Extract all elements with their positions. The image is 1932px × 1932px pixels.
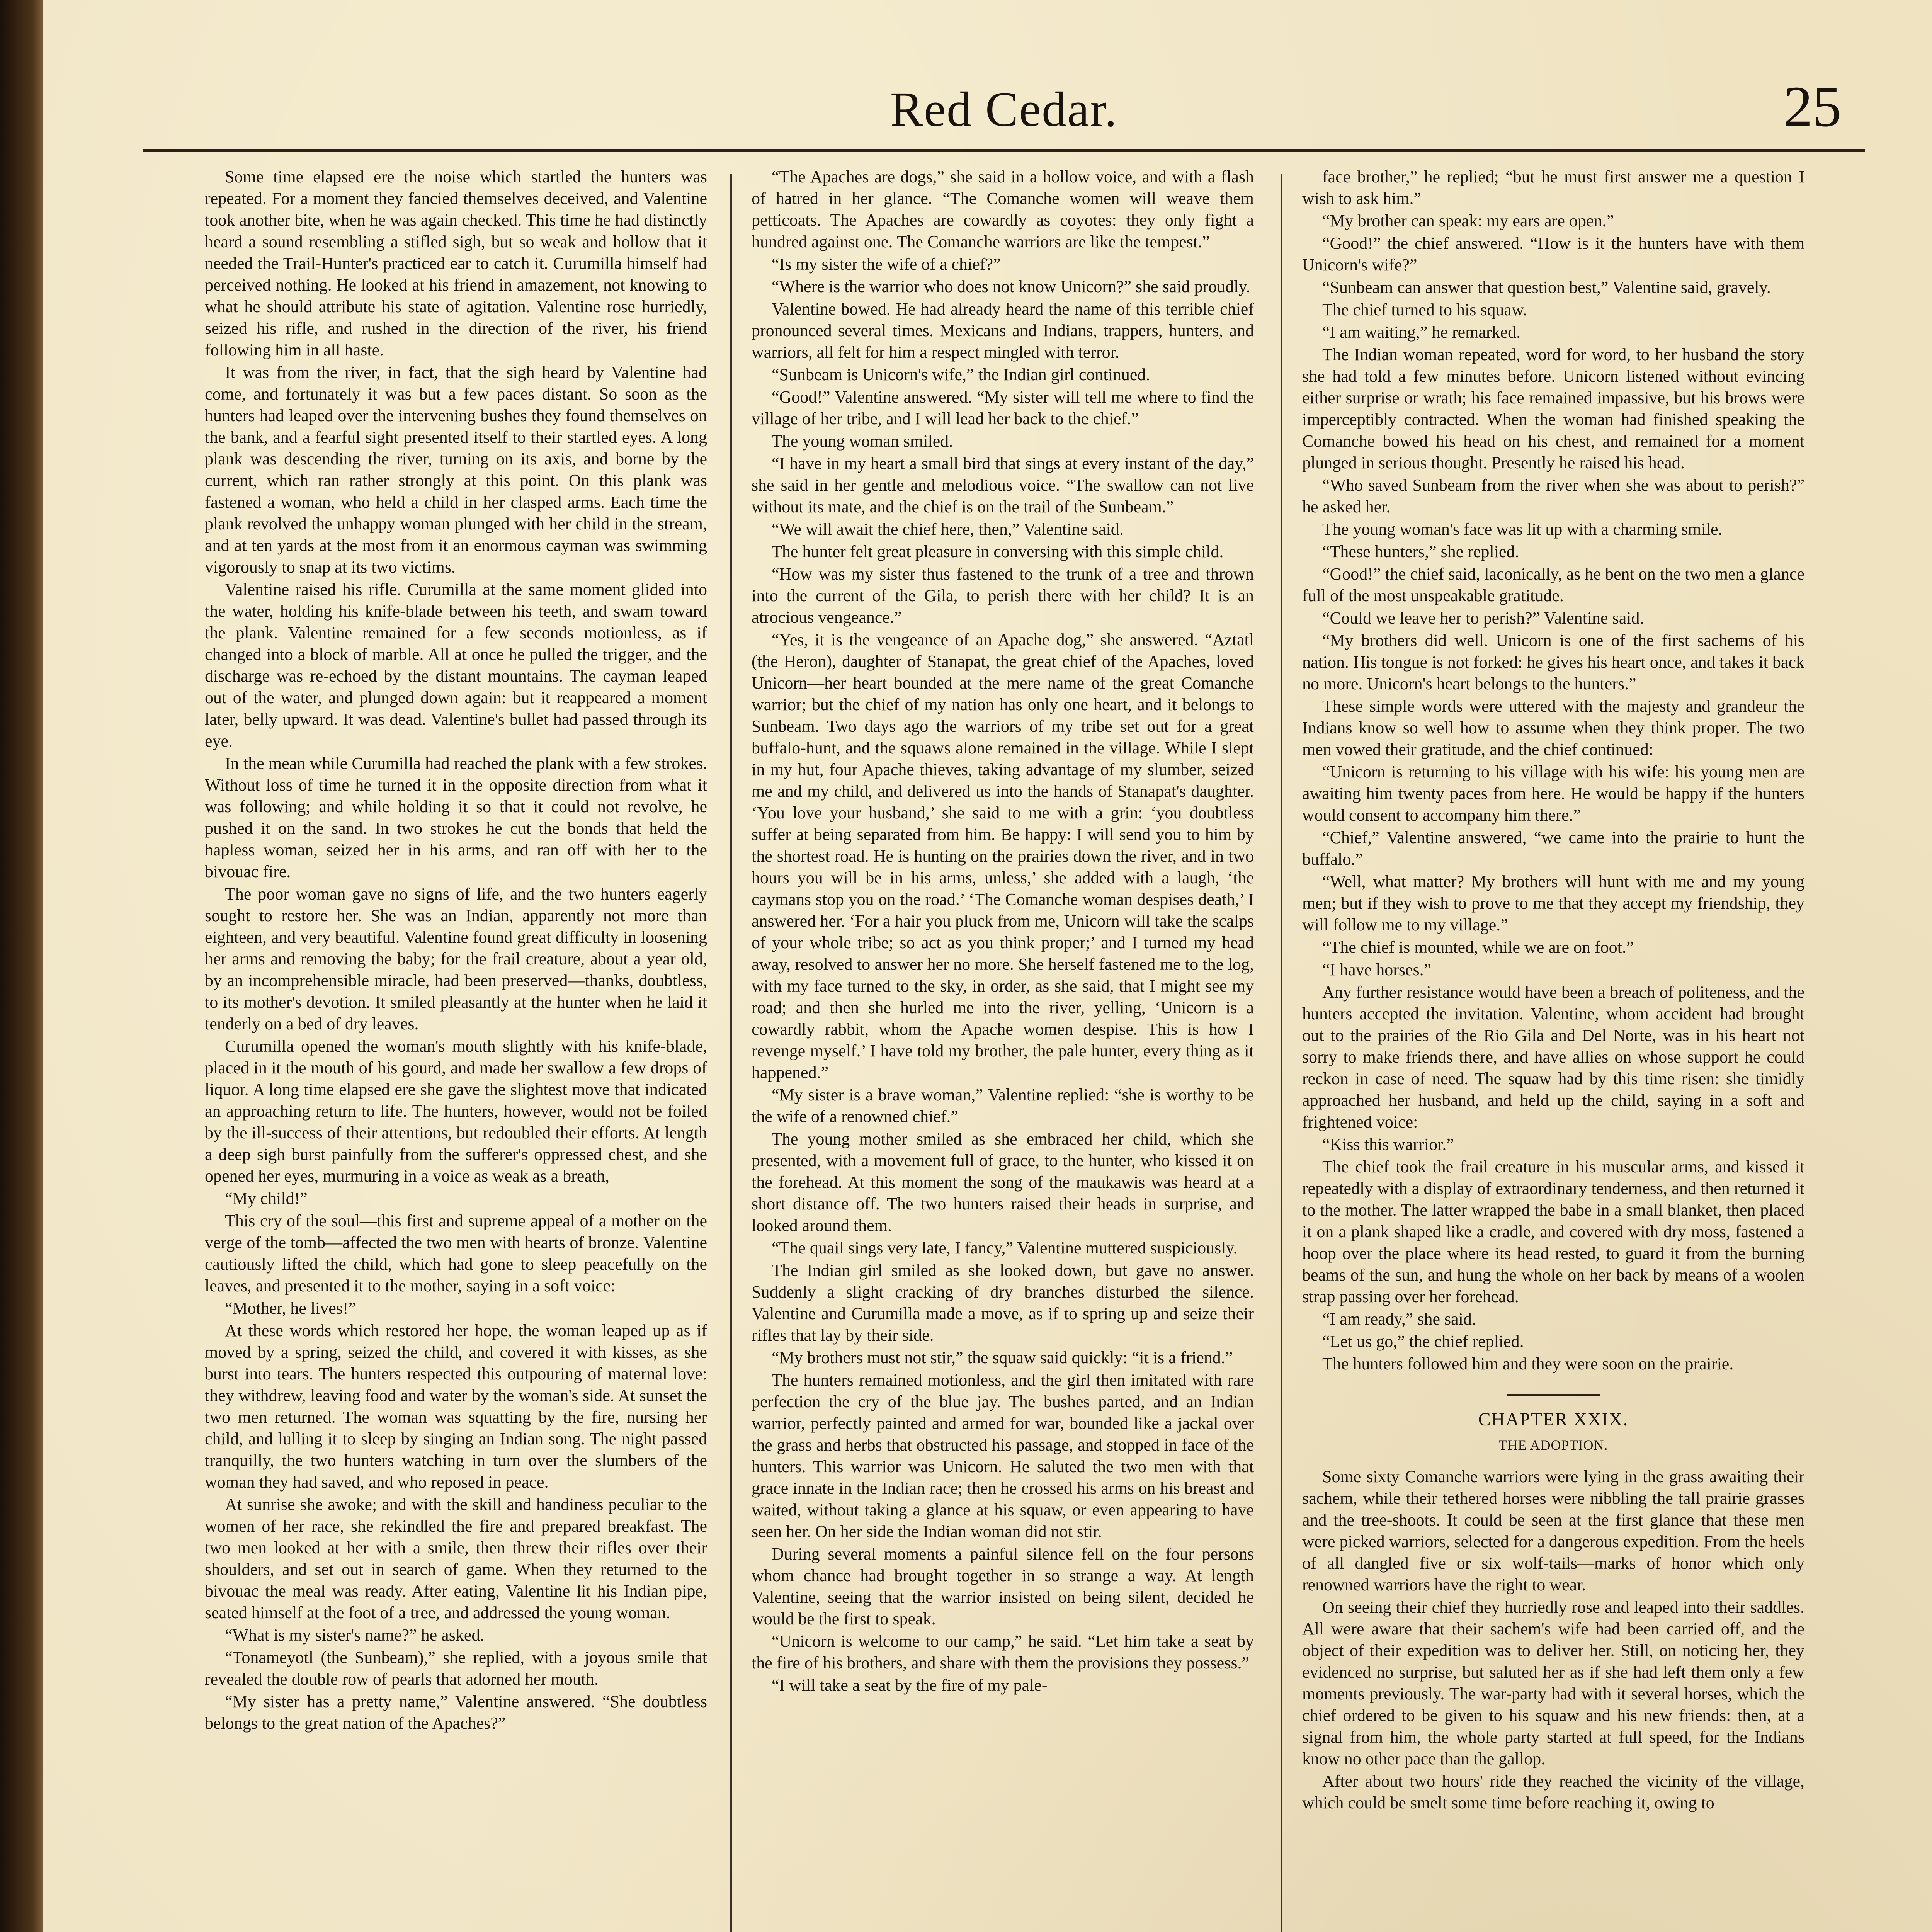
paragraph: “Let us go,” the chief replied. (1322, 1332, 1524, 1351)
paragraph: “My brothers must not stir,” the squaw said quickly: “it is a friend.” (772, 1348, 1233, 1367)
paragraph: The young mother smiled as she embraced her child, which she presented, with a movement full of grace, to the hunter, who kissed it on the forehead. At this moment the song of the maukawis was heard at a short distance off. The two hunters raised their heads in surprise, and looked around them. (752, 1129, 1254, 1235)
paragraph: “Where is the warrior who does not know Unicorn?” she said proudly. (772, 277, 1250, 296)
paragraph: “Well, what matter? My brothers will hunt with me and my young men; but if they wish to prove to me that they accept my friendship, they will follow me to my village.” (1302, 872, 1804, 934)
text-columns (205, 166, 1808, 1932)
paragraph: “Unicorn is welcome to our camp,” he said. “Let him take a seat by the fire of his brothers, and share with them the provisions they possess.” (752, 1632, 1254, 1672)
paragraph: Some sixty Comanche warriors were lying in the grass awaiting their sachem, while their tethered horses were nibbling the tall prairie grasses and the tree-shoots. It could be seen at the first glance that these men were picked warriors, selected for a dangerous expedition. From the heels of all dangled five or six wolf-tails—marks of honor which only renowned warriors have the right to wear. (1302, 1467, 1804, 1594)
paragraph: The hunter felt great pleasure in conversing with this simple child. (772, 542, 1224, 561)
paragraph: During several moments a painful silence fell on the four persons whom chance had brought together in so strange a way. At length Valentine, seeing that the warrior insisted on being silent, decided he would be the first to speak. (752, 1544, 1254, 1628)
paragraph: “My sister is a brave woman,” Valentine replied: “she is worthy to be the wife of a renowned chief.” (752, 1085, 1254, 1126)
paragraph: The hunters followed him and they were soon on the prairie. (1322, 1354, 1734, 1373)
paragraph: This cry of the soul—this first and supreme appeal of a mother on the verge of the tomb—affected the two men with hearts of bronze. Valentine cautiously lifted the child, which had gone to sleep peacefully on the leaves, and presented it to the mother, saying in a soft voice: (205, 1211, 707, 1295)
paragraph: Valentine raised his rifle. Curumilla at the same moment glided into the water, holding his knife-blade between his teeth, and swam toward the plank. Valentine remained for a few seconds motionless, as if changed into a block of marble. All at once he pulled the trigger, and the discharge was re-echoed by the distant mountains. The cayman leaped out of the water, and plunged down again: but it reappeared a moment later, belly upward. It was dead. Valentine's bullet had passed through its eye. (205, 580, 707, 750)
paragraph: “The Apaches are dogs,” she said in a hollow voice, and with a flash of hatred in her glance. “The Comanche women will weave them petticoats. The Apaches are cowardly as coyotes: they only fight a hundred against one. The Comanche warriors are like the tempest.” (752, 167, 1254, 251)
column-divider (730, 174, 732, 1932)
paragraph: “These hunters,” she replied. (1322, 542, 1519, 561)
paragraph: At these words which restored her hope, the woman leaped up as if moved by a spring, seized the child, and covered it with kisses, as she burst into tears. The hunters respected this outpouring of maternal love: they withdrew, leaving food and water by the woman's side. At sunset the two men returned. The woman was squatting by the fire, nursing her child, and lulling it to sleep by singing an Indian song. The night passed tranquilly, the two hunters watching in turn over the slumbers of the woman they had saved, and who reposed in peace. (205, 1321, 707, 1492)
column-2 (752, 166, 1254, 1932)
paragraph: “Yes, it is the vengeance of an Apache dog,” she answered. “Aztatl (the Heron), daughter of Stanapat, the great chief of the Apaches, loved Unicorn—her heart bounded at the mere name of the great Comanche warrior; but the chief of my nation has only one heart, and it belongs to Sunbeam. Two days ago the warriors of my tribe set out for a great buffalo-hunt, and the squaws alone remained in the village. While I slept in my hut, four Apache thieves, taking advantage of my slumber, seized me and my child, and delivered us into the hands of Stanapat's daughter. ‘You love your husband,’ she said to me with a grin: ‘you doubtless suffer at being separated from him. Be happy: I will send you to him by the shortest road. He is hunting on the prairies down the river, and in two hours you will be in his arms, unless,’ she added with a laugh, ‘the caymans stop you on the road.’ ‘The Comanche woman despises death,’ I answered her. ‘For a hair you pluck from me, Unicorn will take the scalps of your whole tribe; so act as you think proper;’ and I turned my head away, resolved to answer her no more. She herself fastened me to the log, with my face turned to the sky, in order, as she said, that I might see my road; and then she hurled me into the river, yelling, ‘Unicorn is a cowardly rabbit, whom the Apache women despise. This is how I revenge myself.’ I have told my brother, the pale hunter, every thing as it happened.” (752, 630, 1254, 1082)
paragraph: “My sister has a pretty name,” Valentine answered. “She doubtless belongs to the great nation of the Apaches?” (205, 1692, 707, 1733)
paragraph: “I have horses.” (1322, 960, 1432, 979)
paragraph: “Good!” Valentine answered. “My sister will tell me where to find the village of her tribe, and I will lead her back to the chief.” (752, 388, 1254, 428)
paragraph: The chief turned to his squaw. (1322, 300, 1527, 319)
paragraph: These simple words were uttered with the majesty and grandeur the Indians know so well how to assume when they think proper. The two men vowed their gratitude, and the chief continued: (1302, 697, 1804, 759)
paragraph: After about two hours' ride they reached the vicinity of the village, which could be smelt some time before reaching it, owing to (1302, 1772, 1804, 1812)
paragraph: The Indian woman repeated, word for word, to her husband the story she had told a few minutes before. Unicorn listened without evincing either surprise or wrath; his face remained impassive, but his brows were imperceptibly contracted. When the woman had finished speaking the Comanche bowed his head on his chest, and remained for a moment plunged in serious thought. Presently he raised his head. (1302, 345, 1804, 472)
paragraph: On seeing their chief they hurriedly rose and leaped into their saddles. All were aware that their sachem's wife had been carried off, and the object of their expedition was to deliver her. Still, on noticing her, they evidenced no surprise, but saluted her as if she had left them only a few moments previously. The war-party had with it several horses, which the chief ordered to be given to his squaw and his new friends: then, at a signal from him, the whole party started at full speed, for the Indians know no other pace than the gallop. (1302, 1598, 1804, 1768)
paragraph: Valentine bowed. He had already heard the name of this terrible chief pronounced several times. Mexicans and Indians, trappers, hunters, and warriors, all felt for him a respect mingled with terror. (752, 299, 1254, 362)
paragraph: “Chief,” Valentine answered, “we came into the prairie to hunt the buffalo.” (1302, 828, 1804, 869)
paragraph: “I will take a seat by the fire of my pale- (772, 1676, 1048, 1695)
paragraph: “Kiss this warrior.” (1322, 1135, 1454, 1154)
paragraph: “Sunbeam is Unicorn's wife,” the Indian girl continued. (772, 365, 1150, 384)
paragraph: “I have in my heart a small bird that sings at every instant of the day,” she said in her gentle and melodious voice. “The swallow can not live without its mate, and the chief is on the trail of the Sunbeam.” (752, 454, 1254, 516)
chapter-subtitle: THE ADOPTION. (1498, 1437, 1608, 1453)
paragraph: Any further resistance would have been a breach of politeness, and the hunters accepted the invitation. Valentine, whom accident had brought out to the prairies of the Rio Gila and Del Norte, was in his heart not sorry to make friends there, and have allies on whose support he could reckon in case of need. The squaw had by this time risen: she timidly approached her husband, and held up the child, saying in a soft and frightened voice: (1302, 983, 1804, 1131)
paragraph: At sunrise she awoke; and with the skill and handiness peculiar to the women of her race, she rekindled the fire and prepared breakfast. The two men looked at her with a smile, then threw their rifles over their shoulders, and set out in search of game. When they returned to the bivouac the meal was ready. After eating, Valentine lit his Indian pipe, seated himself at the foot of a tree, and addressed the young woman. (205, 1495, 707, 1622)
column-3-before-chapter (1302, 166, 1804, 1375)
paragraph: “I am ready,” she said. (1322, 1310, 1476, 1328)
running-title: Red Cedar. (890, 82, 1118, 137)
column-3-after-chapter (1302, 1466, 1804, 1814)
paragraph: “My child!” (225, 1189, 308, 1208)
header-rule (143, 149, 1865, 152)
chapter-heading: CHAPTER XXIX. (1478, 1409, 1629, 1430)
paragraph: It was from the river, in fact, that the sigh heard by Valentine had come, and fortunately it was but a few paces distant. So soon as the hunters had leaped over the intervening bushes they found themselves on the bank, and a fearful sight presented itself to their startled eyes. A long plank was descending the river, turning on its axis, and borne by the current, which ran rather strongly at this point. On this plank was fastened a woman, who held a child in her clasped arms. Each time the plank revolved the unhappy woman plunged with her child in the stream, and at ten yards at the most from it an enormous cayman was swimming vigorously to snap at its two victims. (205, 363, 707, 577)
paragraph: “The chief is mounted, while we are on foot.” (1322, 938, 1634, 957)
paragraph: “Tonameyotl (the Sunbeam),” she replied, with a joyous smile that revealed the double row of pearls that adorned her mouth. (205, 1648, 707, 1689)
paragraph: “Is my sister the wife of a chief?” (772, 255, 1001, 274)
page-header (143, 66, 1865, 155)
paragraph: “Good!” the chief said, laconically, as he bent on the two men a glance full of the most unspeakable gratitude. (1302, 565, 1804, 605)
paragraph: “Good!” the chief answered. “How is it the hunters have with them Unicorn's wife?” (1302, 234, 1804, 274)
column-1 (205, 166, 707, 1932)
chapter-rule (1507, 1394, 1600, 1396)
paragraph: “We will await the chief here, then,” Valentine said. (772, 520, 1124, 539)
page-number: 25 (1784, 75, 1842, 139)
paragraph: The Indian girl smiled as she looked down, but gave no answer. Suddenly a slight cracking of dry branches disturbed the silence. Valentine and Curumilla made a move, as if to spring up and seize their rifles that lay by their side. (752, 1261, 1254, 1345)
paragraph: “What is my sister's name?” he asked. (225, 1626, 485, 1645)
paragraph: The hunters remained motionless, and the girl then imitated with rare perfection the cry of the blue jay. The bushes parted, and an Indian warrior, perfectly painted and armed for war, bounded like a jackal over the grass and herbs that obstructed his passage, and stopped in face of the hunters. This warrior was Unicorn. He saluted the two men with that grace innate in the Indian race; then he crossed his arms on his breast and waited, without taking a glance at his squaw, or even appearing to have seen her. On her side the Indian woman did not stir. (752, 1371, 1254, 1541)
paragraph: “Sunbeam can answer that question best,” Valentine said, gravely. (1322, 278, 1771, 297)
paragraph: Curumilla opened the woman's mouth slightly with his knife-blade, placed in it the mouth of his gourd, and made her swallow a few drops of liquor. A long time elapsed ere she gave the slightest move that indicated an approaching return to life. The hunters, however, would not be foiled by the ill-success of their attentions, but redoubled their efforts. At length a deep sigh burst painfully from the sufferer's oppressed chest, and she opened her eyes, murmuring in a voice as weak as a breath, (205, 1037, 707, 1185)
paragraph: “Who saved Sunbeam from the river when she was about to perish?” he asked her. (1302, 476, 1804, 516)
column-divider (1281, 174, 1282, 1932)
paragraph: “How was my sister thus fastened to the trunk of a tree and thrown into the current of the Gila, to perish there with her child? It is an atrocious vengeance.” (752, 565, 1254, 627)
paragraph: “Unicorn is returning to his village with his wife: his young men are awaiting him twenty paces from here. He would be happy if the hunters would consent to accompany him there.” (1302, 762, 1804, 825)
paragraph: “My brothers did well. Unicorn is one of the first sachems of his nation. His tongue is not forked: he gives his heart once, and takes it back no more. Unicorn's heart belongs to the hunters.” (1302, 631, 1804, 693)
paragraph: “Mother, he lives!” (225, 1299, 356, 1318)
paragraph: In the mean while Curumilla had reached the plank with a few strokes. Without loss of time he turned it in the opposite direction from what it was following; and while holding it so that it could not revolve, he pushed it on the sand. In two strokes he cut the bonds that held the hapless woman, seized her in his arms, and ran off with her to the bivouac fire. (205, 754, 707, 881)
paragraph: “I am waiting,” he remarked. (1322, 323, 1521, 342)
column-3 (1302, 166, 1804, 1932)
paragraph: Some time elapsed ere the noise which startled the hunters was repeated. For a moment they fancied themselves deceived, and Valentine took another bite, when he was again checked. This time he had distinctly heard a sound resembling a stifled sigh, but so weak and hollow that it needed the Trail-Hunter's practiced ear to catch it. Curumilla himself had perceived nothing. He looked at his friend in amazement, not knowing to what he should attribute his state of agitation. Valentine rose hurriedly, seized his rifle, and rushed in the direction of the river, his friend following him in all haste. (205, 167, 707, 359)
paragraph: “The quail sings very late, I fancy,” Valentine muttered suspiciously. (772, 1238, 1238, 1257)
paragraph: “Could we leave her to perish?” Valentine said. (1322, 609, 1644, 628)
paragraph: The young woman smiled. (772, 432, 953, 451)
paragraph: The poor woman gave no signs of life, and the two hunters eagerly sought to restore her. She was an Indian, apparently not more than eighteen, and very beautiful. Valentine found great difficulty in loosening her arms and removing the baby; for the frail creature, about a year old, by an incomprehensible miracle, had been preserved—thanks, doubtless, to its mother's devotion. It smiled pleasantly at the hunter when he laid it tenderly on a bed of dry leaves. (205, 884, 707, 1033)
paragraph: The young woman's face was lit up with a charming smile. (1322, 520, 1723, 539)
book-page (43, 0, 1932, 1932)
paragraph: “My brother can speak: my ears are open.” (1322, 211, 1614, 230)
paragraph: face brother,” he replied; “but he must first answer me a question I wish to ask him.” (1302, 167, 1804, 208)
paragraph: The chief took the frail creature in his muscular arms, and kissed it repeatedly with a display of extraordinary tenderness, and then returned it to the mother. The latter wrapped the babe in a small blanket, then placed it on a plank shaped like a cradle, and covered with dry moss, fastened a hoop over the place where its head rested, to guard it from the burning beams of the sun, and hung the whole on her back by means of a woolen strap passing over her forehead. (1302, 1157, 1804, 1306)
